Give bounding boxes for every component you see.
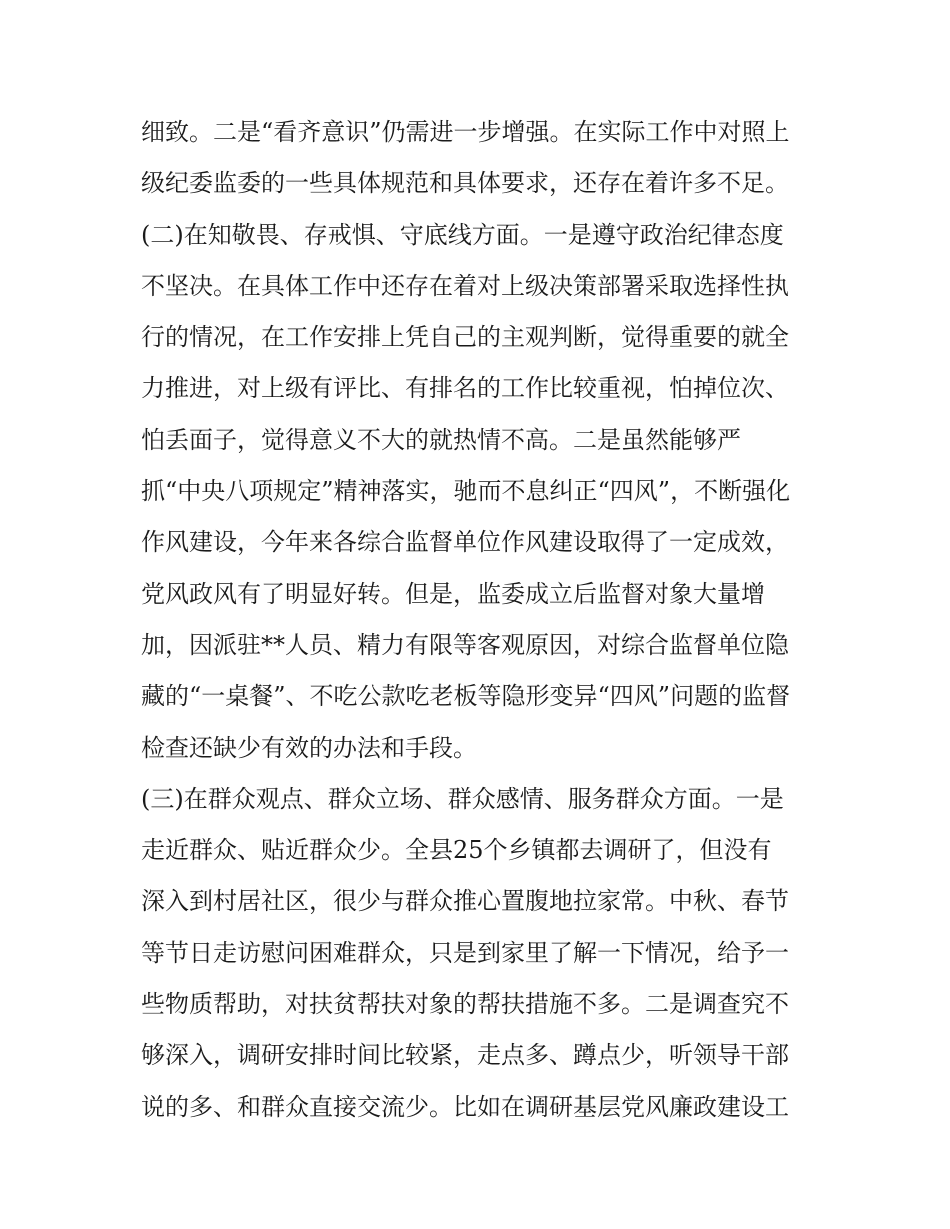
body-text <box>141 107 821 1133</box>
text-line: 藏的“一桌餐”、不吃公款吃老板等隐形变异“四风”问题的监督 <box>141 682 791 711</box>
text-line: 细致。二是“看齐意识”仍需进一步增强。在实际工作中对照上 <box>141 118 790 146</box>
text-line: 作风建设，今年来各综合监督单位作风建设取得了一定成效， <box>141 528 789 557</box>
text-line: (二)在知敬畏、存戒惧、守底线方面。一是遵守政治纪律态度 <box>141 220 784 249</box>
text-line: 走近群众、贴近群众少。全县25个乡镇都去调研了，但没有 <box>141 836 772 865</box>
text-line: (三)在群众观点、群众立场、群众感情、服务群众方面。一是 <box>141 784 784 813</box>
text-line: 力推进，对上级有评比、有排名的工作比较重视，怕掉位次、 <box>141 374 789 403</box>
text-line: 说的多、和群众直接交流少。比如在调研基层党风廉政建设工 <box>141 1092 789 1121</box>
text-line: 够深入，调研安排时间比较紧，走点多、蹲点少，听领导干部 <box>141 1041 789 1070</box>
text-line: 深入到村居社区，很少与群众推心置腹地拉家常。中秋、春节 <box>141 887 789 916</box>
text-line: 抓“中央八项规定”精神落实，驰而不息纠正“四风”，不断强化 <box>141 477 791 506</box>
text-line: 怕丢面子，觉得意义不大的就热情不高。二是虽然能够严 <box>141 425 741 454</box>
text-line: 不坚决。在具体工作中还存在着对上级决策部署采取选择性执 <box>141 271 789 300</box>
text-line: 党风政风有了明显好转。但是，监委成立后监督对象大量增 <box>141 579 765 608</box>
text-line: 加，因派驻**人员、精力有限等客观原因，对综合监督单位隐 <box>141 630 789 659</box>
text-line: 行的情况，在工作安排上凭自己的主观判断，觉得重要的就全 <box>141 323 789 352</box>
text-line: 检查还缺少有效的办法和手段。 <box>141 733 477 762</box>
text-line: 些物质帮助，对扶贫帮扶对象的帮扶措施不多。二是调查究不 <box>141 990 789 1019</box>
text-line: 等节日走访慰问困难群众，只是到家里了解一下情况，给予一 <box>141 938 789 967</box>
text-line: 级纪委监委的一些具体规范和具体要求，还存在着许多不足。 <box>141 169 789 198</box>
